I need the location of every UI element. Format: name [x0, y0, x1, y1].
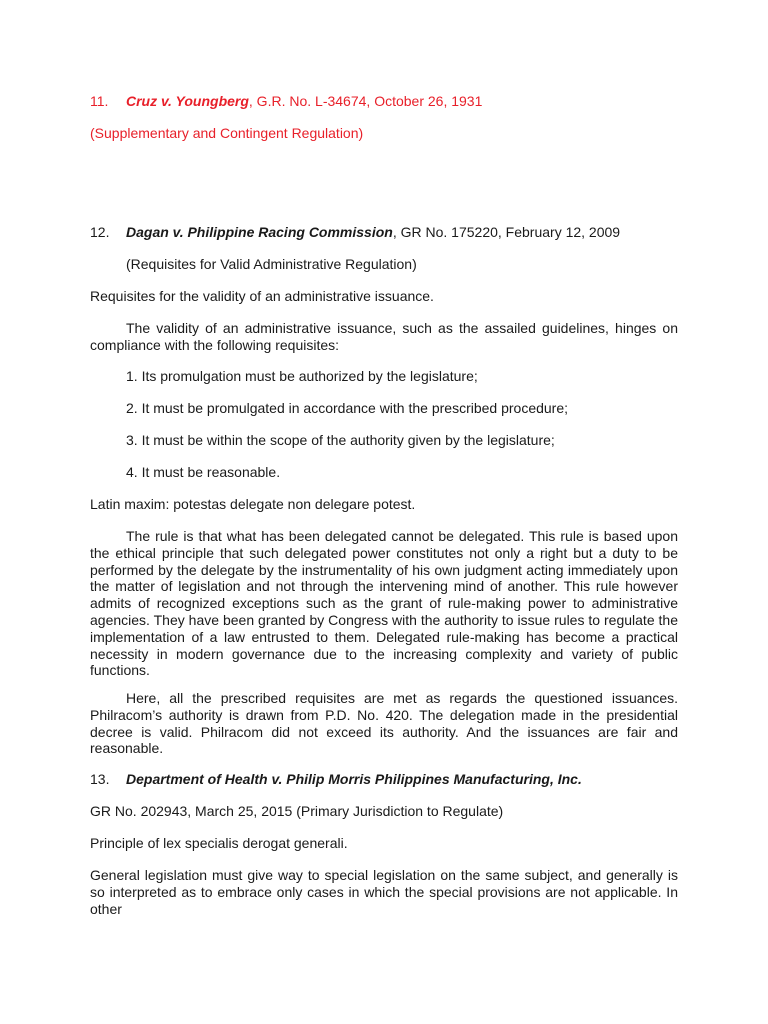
- requisites-heading: Requisites for the validity of an administrative issuance.: [90, 288, 434, 304]
- case-13-citation: GR No. 202943, March 25, 2015 (Primary Jurisdiction to Regulate): [90, 803, 504, 819]
- case-12-topic: (Requisites for Valid Administrative Regulation): [126, 256, 417, 272]
- case-12-name: Dagan v. Philippine Racing Commission: [126, 224, 393, 240]
- case-11-number: 11.: [90, 93, 109, 109]
- lex-specialis-principle: Principle of lex specialis derogat generali.: [90, 835, 348, 851]
- case-13-number: 13.: [90, 771, 110, 787]
- requisite-item-2: 2. It must be promulgated in accordance with the prescribed procedure;: [126, 400, 569, 416]
- latin-maxim: Latin maxim: potestas delegate non delegare potest.: [90, 496, 416, 512]
- delegation-rule-paragraph: The rule is that what has been delegated cannot be delegated. This rule is based upon the ethical principle that such delegated power constitutes not only a right but a duty to be performed by the delegate by the instrumentality of his own judgment acting immediately upon the matter of legislation and not through the intervening mind of another. This rule however admits of recognized exceptions such as the grant of rule-making power to administrative agencies. They have been granted by Congress with the authority to issue rules to regulate the implementation of a law entrusted to them. Delegated rule-making has become a practical necessity in modern governance due to the increasing complexity and variety of public functions.: [90, 528, 678, 679]
- case-11-heading: [90, 93, 678, 110]
- requisites-met-paragraph: Here, all the prescribed requisites are met as regards the questioned issuances. Philracom’s authority is drawn from P.D. No. 420. The delegation made in the presidential decree is valid. Philracom did not exceed its authority. And the issuances are fair and reasonable.: [90, 690, 678, 757]
- case-11-topic: (Supplementary and Contingent Regulation): [90, 125, 364, 141]
- case-13-heading: [90, 771, 678, 788]
- case-11-citation: , G.R. No. L-34674, October 26, 1931: [248, 93, 483, 109]
- requisite-item-1: 1. Its promulgation must be authorized by the legislature;: [126, 368, 478, 384]
- case-13-name: Department of Health v. Philip Morris Philippines Manufacturing, Inc.: [126, 771, 582, 787]
- requisites-intro: The validity of an administrative issuance, such as the assailed guidelines, hinges on compliance with the following requisites:: [90, 320, 678, 353]
- case-11-name: Cruz v. Youngberg: [126, 93, 249, 109]
- case-12-heading: [90, 224, 678, 241]
- case-12-citation: , GR No. 175220, February 12, 2009: [392, 224, 621, 240]
- requisite-item-4: 4. It must be reasonable.: [126, 464, 281, 480]
- requisite-item-3: 3. It must be within the scope of the authority given by the legislature;: [126, 432, 555, 448]
- case-12-number: 12.: [90, 224, 110, 240]
- general-legislation-paragraph: General legislation must give way to special legislation on the same subject, and generally is so interpreted as to embrace only cases in which the special provisions are not applicable. In other: [90, 867, 678, 917]
